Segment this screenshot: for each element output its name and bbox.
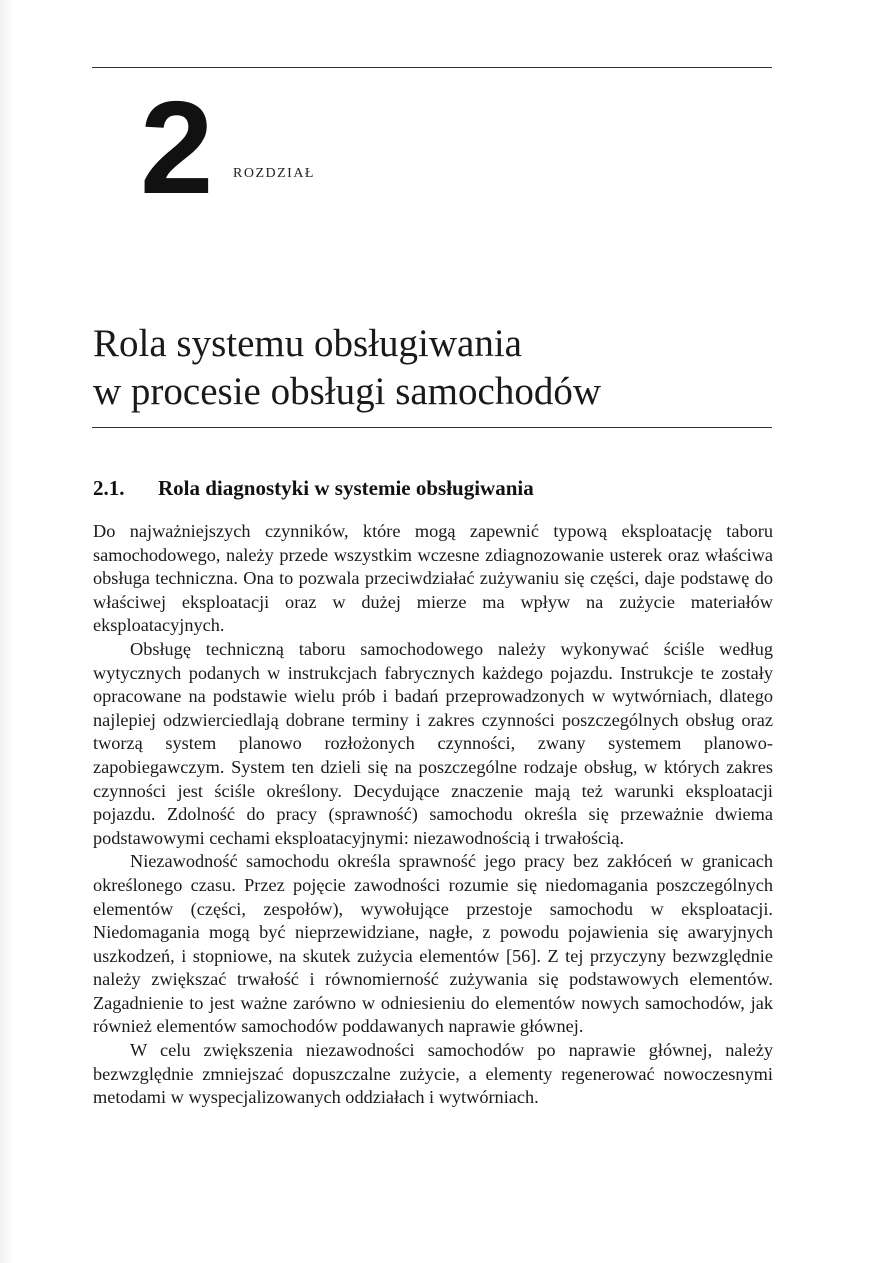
section-title: Rola diagnostyki w systemie obsługiwania (158, 476, 534, 500)
body-text (93, 520, 773, 1110)
paragraph-3: Niezawodność samochodu określa sprawność jego pracy bez zakłóceń w granicach określonego czasu. Przez pojęcie zawodności rozumie się niedomagania poszczególnych elementów (części, zespołów), wywołujące przestoje samochodu w eksploatacji. Niedomagania mogą być nieprzewidziane, nagłe, z powodu pojawienia się awaryjnych uszkodzeń, i stopniowe, na skutek zużycia elementów [56]. Z tej przyczyny bezwzględnie należy zwiększać trwałość i równomierność zużywania się podstawowych elementów. Zagadnienie to jest ważne zarówno w odniesieniu do elementów nowych samochodów, jak również elementów samochodów poddawanych naprawie głównej. (93, 851, 773, 1037)
paragraph-1: Do najważniejszych czynników, które mogą zapewnić typową eksploatację taboru samochodowego, należy przede wszystkim wczesne zdiagnozowanie usterek oraz właściwa obsługa techniczna. Ona to pozwala przeciwdziałać zużywaniu się części, daje podstawę do właściwej eksploatacji oraz w dużej mierze ma wpływ na zużycie materiałów eksploatacyjnych. (93, 521, 773, 636)
page-edge-shadow (0, 0, 14, 1263)
paragraph-2: Obsługę techniczną taboru samochodowego należy wykonywać ściśle według wytycznych podanych w instrukcjach fabrycznych każdego pojazdu. Instrukcje te zostały opracowane na podstawie wielu prób i badań przeprowadzonych w wytwórniach, dlatego najlepiej odzwierciedlają dobrane terminy i zakres czynności poszczególnych obsług oraz tworzą system planowo rozłożonych czynności, zwany systemem planowo-zapobiegawczym. System ten dzieli się na poszczególne rodzaje obsług, w których zakres czynności jest ściśle określony. Decydujące znaczenie mają też warunki eksploatacji pojazdu. Zdolność do pracy (sprawność) samochodu określa się przeważnie dwiema podstawowymi cechami eksploatacyjnymi: niezawodnością i trwałością. (93, 638, 773, 848)
chapter-title (93, 320, 773, 416)
chapter-number: 2 (140, 74, 210, 221)
chapter-title-line-2: w procesie obsługi samochodów (93, 370, 601, 413)
title-rule (92, 427, 772, 428)
paragraph-4: W celu zwiększenia niezawodności samochodów po naprawie głównej, należy bezwzględnie zmniejszać dopuszczalne zużycie, a elementy regenerować nowoczesnymi metodami w wyspecjalizowanych oddziałach i wytwórniach. (93, 1040, 773, 1108)
chapter-title-line-1: Rola systemu obsługiwania (93, 322, 522, 365)
top-rule (92, 67, 772, 68)
chapter-label: ROZDZIAŁ (233, 166, 315, 181)
section-heading (93, 474, 534, 502)
section-number: 2.1. (93, 476, 125, 500)
